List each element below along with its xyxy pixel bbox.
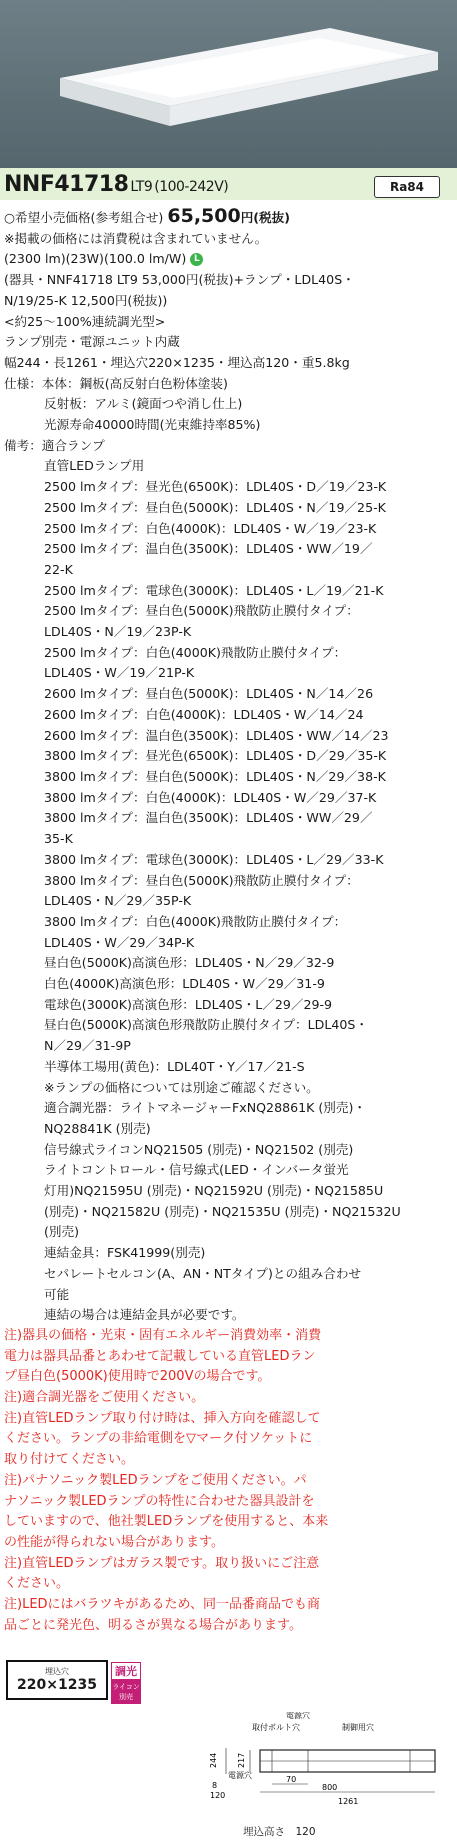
- note-line: セパレートセルコン(A、AN・NTタイプ)との組み合わせ: [44, 1265, 362, 1281]
- note-line: 白色(4000K)高演色形：LDL40S・W／29／31-9: [44, 976, 325, 992]
- note-line: 可能: [44, 1286, 70, 1302]
- voltage: (100-242V): [154, 179, 229, 195]
- note-line: 適合調光器：ライトマネージャーFxNQ28861K (別売)・: [44, 1100, 366, 1116]
- dimming-badge-bottom: ライコン別売: [111, 1680, 141, 1704]
- model-code: NNF41718: [4, 172, 129, 197]
- text-line: ランプ別売・電源ユニット内蔵: [4, 334, 180, 350]
- red-note-line: ください。: [4, 1576, 70, 1592]
- red-note-line: 注)LEDにはバラツキがあるため、同一品番商品でも商: [4, 1597, 321, 1613]
- note-line: 昼白色(5000K)高演色形飛散防止膜付タイプ：LDL40S・: [44, 1017, 368, 1033]
- note-line: 電球色(3000K)高演色形：LDL40S・L／29／29-9: [44, 996, 333, 1012]
- notes-label: 備考：適合ランプ: [4, 437, 105, 453]
- red-note-line: の性能が得られない場合があります。: [4, 1535, 224, 1550]
- note-line: (別売): [44, 1224, 80, 1240]
- red-note-line: ください。ランプの非給電側を▽マーク付ソケットに: [4, 1431, 313, 1447]
- ra-badge: Ra84: [374, 176, 440, 198]
- dimension-drawing: [190, 1712, 450, 1822]
- red-note-line: 注)直管LEDランプ取り付け時は、挿入方向を確認して: [4, 1410, 321, 1426]
- red-note-line: 注)パナソニック製LEDランプをご使用ください。パ: [4, 1472, 307, 1488]
- red-note-line: 注)器具の価格・光束・固有エネルギー消費効率・消費: [4, 1327, 322, 1343]
- text-line: ※掲載の価格には消費税は含まれていません。: [4, 230, 268, 246]
- note-line: 昼白色(5000K)高演色形：LDL40S・N／29／32-9: [44, 955, 335, 971]
- note-line: 3800 lmタイプ：昼白色(5000K)飛散防止膜付タイプ：: [44, 872, 359, 888]
- label-800: 800: [322, 1783, 338, 1792]
- label-8: 8: [212, 1781, 218, 1790]
- note-line: 信号線式ライコンNQ21505 (別売)・NQ21502 (別売): [44, 1141, 354, 1157]
- note-line: (別売)・NQ21582U (別売)・NQ21535U (別売)・NQ21532U: [44, 1203, 401, 1219]
- dimming-badge-top: 調光: [111, 1662, 141, 1680]
- price-unit: 円: [240, 210, 254, 225]
- note-line: 3800 lmタイプ：昼光色(6500K)：LDL40S・D／29／35-K: [44, 748, 387, 764]
- price-label: ○希望小売価格(参考組合せ): [4, 210, 164, 225]
- embed-size-box: [6, 1660, 108, 1700]
- red-note-line: 取り付けてください。: [4, 1452, 135, 1468]
- note-line: 半導体工場用(黄色)：LDL40T・Y／17／21-S: [44, 1058, 305, 1074]
- label-power-hole-2: 電源穴: [228, 1771, 252, 1780]
- note-line: ライトコントロール・信号線式(LED・インバータ蛍光: [44, 1162, 349, 1178]
- text-line: 幅244・長1261・埋込穴220×1235・埋込高120・重5.8kg: [4, 354, 350, 370]
- note-line: NQ28841K (別売): [44, 1120, 151, 1136]
- note-line: 2500 lmタイプ：昼白色(5000K)：LDL40S・N／19／25-K: [44, 499, 386, 515]
- note-line: 2500 lmタイプ：電球色(3000K)：LDL40S・L／19／21-K: [44, 582, 384, 598]
- note-line: 2500 lmタイプ：白色(4000K)飛散防止膜付タイプ：: [44, 644, 347, 660]
- label-120: 120: [210, 1791, 226, 1800]
- fixture-image: [0, 0, 457, 168]
- notes-list: [4, 456, 455, 1326]
- dimming-badge: [111, 1662, 141, 1701]
- label-power-hole: 電源穴: [286, 1712, 310, 1720]
- note-line: LDL40S・N／29／35P-K: [44, 893, 192, 909]
- red-notes: [4, 1326, 455, 1637]
- note-line: LDL40S・W／19／21P-K: [44, 665, 195, 681]
- note-line: 3800 lmタイプ：温白色(3500K)：LDL40S・WW／29／: [44, 810, 373, 826]
- red-note-line: ナソニック製LEDランプの特性に合わせた器具設計を: [4, 1493, 315, 1509]
- spec-body: [4, 206, 455, 1637]
- note-line: 2600 lmタイプ：白色(4000K)：LDL40S・W／14／24: [44, 706, 364, 722]
- label-70: 70: [286, 1775, 297, 1784]
- l-badge-icon: L: [190, 253, 203, 266]
- spec-indent: 反射板：アルミ(鏡面つや消し仕上): [44, 396, 243, 412]
- note-line: 3800 lmタイプ：白色(4000K)飛散防止膜付タイプ：: [44, 913, 347, 929]
- note-line: 2500 lmタイプ：昼白色(5000K)飛散防止膜付タイプ：: [44, 603, 359, 619]
- model-number: [4, 172, 228, 197]
- label-control-hole: 制御用穴: [342, 1723, 374, 1732]
- red-note-line: 電力は器具品番とあわせて記載している直管LEDラン: [4, 1348, 316, 1364]
- embed-size-value: 220×1235: [17, 1677, 97, 1693]
- note-line: 2500 lmタイプ：昼光色(6500K)：LDL40S・D／19／23-K: [44, 479, 387, 495]
- footer-embed-height: 埋込高さ 120: [243, 1826, 316, 1838]
- note-line: 22-K: [44, 561, 73, 577]
- red-note-line: 注)直管LEDランプはガラス製です。取り扱いにご注意: [4, 1555, 320, 1571]
- embed-size-label: 埋込穴: [45, 1667, 69, 1676]
- price-value: 65,500: [167, 205, 241, 227]
- note-line: 35-K: [44, 831, 73, 847]
- note-line: 連結の場合は連結金具が必要です。: [44, 1307, 245, 1323]
- price-line: [4, 206, 455, 229]
- note-line: 直管LEDランプ用: [44, 458, 145, 474]
- red-note-line: 品ごとに発光色、明るさが異なる場合があります。: [4, 1617, 302, 1633]
- red-note-line: 注)適合調光器をご使用ください。: [4, 1390, 205, 1406]
- note-line: 3800 lmタイプ：白色(4000K)：LDL40S・W／29／37-K: [44, 789, 377, 805]
- note-line: 3800 lmタイプ：電球色(3000K)：LDL40S・L／29／33-K: [44, 851, 384, 867]
- note-line: 3800 lmタイプ：昼白色(5000K)：LDL40S・N／29／38-K: [44, 768, 386, 784]
- note-line: LDL40S・N／19／23P-K: [44, 624, 192, 640]
- label-244: 244: [209, 1752, 218, 1768]
- label-217: 217: [237, 1752, 246, 1768]
- note-line: 連結金具：FSK41999(別売): [44, 1245, 206, 1261]
- model-suffix: LT9: [130, 179, 153, 195]
- label-bolt-hole: 取付ボルト穴: [252, 1723, 300, 1732]
- text-line: N/19/25-K 12,500円(税抜)): [4, 292, 168, 308]
- spec-indent: 光源寿命40000時間(光束維持率85%): [44, 417, 261, 433]
- note-line: 2500 lmタイプ：白色(4000K)：LDL40S・W／19／23-K: [44, 520, 377, 536]
- label-1261: 1261: [338, 1797, 359, 1806]
- price-tax: (税抜): [253, 210, 290, 225]
- note-line: 2600 lmタイプ：昼白色(5000K)：LDL40S・N／14／26: [44, 686, 374, 702]
- note-line: ※ランプの価格については別途ご確認ください。: [44, 1079, 319, 1095]
- red-note-line: していますので、他社製LEDランプを使用すると、本来: [4, 1514, 329, 1530]
- spec-text: (2300 lm)(23W)(100.0 lm/W): [4, 251, 187, 267]
- note-line: N／29／31-9P: [44, 1038, 131, 1054]
- product-photo: [0, 0, 457, 168]
- text-line: <約25～100%連続調光型>: [4, 313, 166, 329]
- spec-label: 仕様：本体：鋼板(高反射白色粉体塗装): [4, 375, 228, 391]
- note-line: 灯用)NQ21595U (別売)・NQ21592U (別売)・NQ21585U: [44, 1183, 384, 1199]
- text-line: (器具・NNF41718 LT9 53,000円(税抜)+ランプ・LDL40S・: [4, 272, 355, 288]
- note-line: 2500 lmタイプ：温白色(3500K)：LDL40S・WW／19／: [44, 541, 373, 557]
- note-line: LDL40S・W／29／34P-K: [44, 934, 195, 950]
- spec-line: [4, 249, 455, 270]
- note-line: 2600 lmタイプ：温白色(3500K)：LDL40S・WW／14／23: [44, 727, 389, 743]
- red-note-line: プ昼白色(5000K)使用時で200Vの場合です。: [4, 1369, 271, 1385]
